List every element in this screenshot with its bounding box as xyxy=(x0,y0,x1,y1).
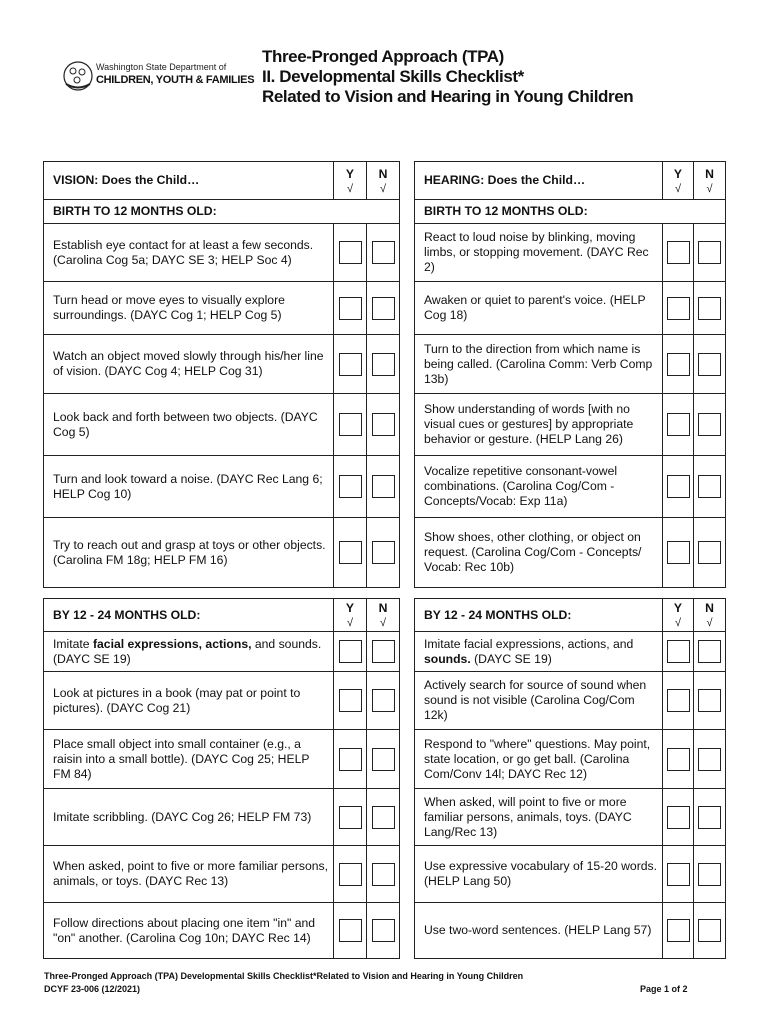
vision-item: Turn and look toward a noise. (DAYC Rec Lang 6; HELP Cog 10) xyxy=(44,456,334,518)
hearing-yes-checkbox[interactable] xyxy=(663,282,694,335)
hearing-yes-checkbox[interactable] xyxy=(663,730,694,789)
document-title xyxy=(262,47,633,107)
hearing-yes-checkbox[interactable] xyxy=(663,672,694,730)
vision-no-checkbox[interactable] xyxy=(367,632,400,672)
vision-section-birth-12: BIRTH TO 12 MONTHS OLD: xyxy=(44,200,400,224)
hearing-no-checkbox[interactable] xyxy=(694,456,726,518)
vision-item: Imitate scribbling. (DAYC Cog 26; HELP FM 73) xyxy=(44,789,334,846)
hearing-item: When asked, will point to five or more familiar persons, animals, toys. (DAYC Lang/Rec 13) xyxy=(415,789,663,846)
hearing-yes-header: Y √ xyxy=(663,599,694,632)
logo-line2: CHILDREN, YOUTH & FAMILIES xyxy=(96,74,255,86)
title-line-1: Three-Pronged Approach (TPA) xyxy=(262,47,504,66)
hearing-no-checkbox[interactable] xyxy=(694,518,726,588)
hearing-item: Turn to the direction from which name is being called. (Carolina Comm: Verb Comp 13b) xyxy=(415,335,663,394)
vision-section-12-24: BY 12 - 24 MONTHS OLD: xyxy=(44,599,334,632)
footer xyxy=(44,970,523,996)
hearing-yes-checkbox[interactable] xyxy=(663,335,694,394)
hearing-yes-checkbox[interactable] xyxy=(663,224,694,282)
vision-no-checkbox[interactable] xyxy=(367,672,400,730)
checklist-table-12-24 xyxy=(43,598,726,959)
hearing-no-checkbox[interactable] xyxy=(694,282,726,335)
vision-yes-checkbox[interactable] xyxy=(334,518,367,588)
hearing-no-header: N √ xyxy=(694,162,726,200)
vision-no-checkbox[interactable] xyxy=(367,282,400,335)
vision-yes-checkbox[interactable] xyxy=(334,903,367,959)
hearing-no-checkbox[interactable] xyxy=(694,224,726,282)
footer-form-number: DCYF 23-006 (12/2021) xyxy=(44,984,141,994)
vision-item: Look back and forth between two objects. (DAYC Cog 5) xyxy=(44,394,334,456)
vision-heading: VISION: Does the Child… xyxy=(44,162,334,200)
vision-yes-checkbox[interactable] xyxy=(334,846,367,903)
hearing-yes-checkbox[interactable] xyxy=(663,456,694,518)
vision-yes-header: Y √ xyxy=(334,162,367,200)
vision-item: Turn head or move eyes to visually explore surroundings. (DAYC Cog 1; HELP Cog 5) xyxy=(44,282,334,335)
vision-yes-checkbox[interactable] xyxy=(334,282,367,335)
hearing-no-checkbox[interactable] xyxy=(694,632,726,672)
hearing-no-checkbox[interactable] xyxy=(694,846,726,903)
hearing-no-checkbox[interactable] xyxy=(694,672,726,730)
hearing-section-birth-12: BIRTH TO 12 MONTHS OLD: xyxy=(415,200,726,224)
hearing-item: React to loud noise by blinking, moving limbs, or stopping movement. (DAYC Rec 2) xyxy=(415,224,663,282)
hearing-section-12-24: BY 12 - 24 MONTHS OLD: xyxy=(415,599,663,632)
vision-yes-checkbox[interactable] xyxy=(334,394,367,456)
vision-item: Place small object into small container (e.g., a raisin into a small bottle). (DAYC Cog 25; HELP FM 84) xyxy=(44,730,334,789)
hearing-no-checkbox[interactable] xyxy=(694,394,726,456)
hearing-item: Show shoes, other clothing, or object on request. (Carolina Cog/Com - Concepts/ Vocab: Rec 10b) xyxy=(415,518,663,588)
hearing-item: Respond to "where" questions. May point, state location, or go get ball. (Carolina Com/Conv 14l; DAYC Rec 12) xyxy=(415,730,663,789)
vision-yes-header: Y √ xyxy=(334,599,367,632)
vision-no-checkbox[interactable] xyxy=(367,335,400,394)
vision-no-checkbox[interactable] xyxy=(367,456,400,518)
vision-item: Watch an object moved slowly through his/her line of vision. (DAYC Cog 4; HELP Cog 31) xyxy=(44,335,334,394)
hearing-yes-header: Y √ xyxy=(663,162,694,200)
logo-line1: Washington State Department of xyxy=(96,62,227,72)
hearing-heading: HEARING: Does the Child… xyxy=(415,162,663,200)
vision-item: Look at pictures in a book (may pat or point to pictures). (DAYC Cog 21) xyxy=(44,672,334,730)
hearing-item: Imitate facial expressions, actions, and sounds. (DAYC SE 19) xyxy=(415,632,663,672)
hearing-item: Awaken or quiet to parent's voice. (HELP Cog 18) xyxy=(415,282,663,335)
hearing-item: Use expressive vocabulary of 15-20 words. (HELP Lang 50) xyxy=(415,846,663,903)
checklist-table-birth-12 xyxy=(43,161,726,588)
vision-yes-checkbox[interactable] xyxy=(334,789,367,846)
hearing-no-checkbox[interactable] xyxy=(694,789,726,846)
vision-yes-checkbox[interactable] xyxy=(334,632,367,672)
hearing-yes-checkbox[interactable] xyxy=(663,846,694,903)
hearing-yes-checkbox[interactable] xyxy=(663,394,694,456)
page-number: Page 1 of 2 xyxy=(640,984,688,994)
hearing-no-checkbox[interactable] xyxy=(694,730,726,789)
vision-no-header: N √ xyxy=(367,599,400,632)
title-line-3: Related to Vision and Hearing in Young Children xyxy=(262,87,634,106)
vision-no-checkbox[interactable] xyxy=(367,903,400,959)
dcyf-logo xyxy=(62,58,255,94)
hearing-no-checkbox[interactable] xyxy=(694,903,726,959)
hearing-yes-checkbox[interactable] xyxy=(663,518,694,588)
vision-yes-checkbox[interactable] xyxy=(334,456,367,518)
vision-item: Establish eye contact for at least a few seconds. (Carolina Cog 5a; DAYC SE 3; HELP Soc 4) xyxy=(44,224,334,282)
vision-no-checkbox[interactable] xyxy=(367,789,400,846)
hearing-no-checkbox[interactable] xyxy=(694,335,726,394)
hearing-yes-checkbox[interactable] xyxy=(663,632,694,672)
vision-yes-checkbox[interactable] xyxy=(334,672,367,730)
hearing-yes-checkbox[interactable] xyxy=(663,789,694,846)
vision-yes-checkbox[interactable] xyxy=(334,335,367,394)
hearing-no-header: N √ xyxy=(694,599,726,632)
title-line-2: II. Developmental Skills Checklist* xyxy=(262,67,524,86)
logo-seal-icon xyxy=(62,60,94,92)
vision-item: Imitate facial expressions, actions, and sounds. (DAYC SE 19) xyxy=(44,632,334,672)
hearing-item: Show understanding of words [with no visual cues or gestures] by appropriate behavior or gesture. (HELP Lang 26) xyxy=(415,394,663,456)
vision-item: When asked, point to five or more familiar persons, animals, or toys. (DAYC Rec 13) xyxy=(44,846,334,903)
vision-yes-checkbox[interactable] xyxy=(334,224,367,282)
vision-no-header: N √ xyxy=(367,162,400,200)
hearing-item: Actively search for source of sound when sound is not visible (Carolina Cog/Com 12k) xyxy=(415,672,663,730)
hearing-yes-checkbox[interactable] xyxy=(663,903,694,959)
vision-yes-checkbox[interactable] xyxy=(334,730,367,789)
vision-no-checkbox[interactable] xyxy=(367,394,400,456)
vision-no-checkbox[interactable] xyxy=(367,518,400,588)
vision-item: Try to reach out and grasp at toys or other objects. (Carolina FM 18g; HELP FM 16) xyxy=(44,518,334,588)
column-gap xyxy=(400,162,415,588)
footer-title: Three-Pronged Approach (TPA) Developmental Skills Checklist*Related to Vision and Hearing in Young Children xyxy=(44,971,524,981)
vision-no-checkbox[interactable] xyxy=(367,846,400,903)
hearing-item: Use two-word sentences. (HELP Lang 57) xyxy=(415,903,663,959)
vision-no-checkbox[interactable] xyxy=(367,224,400,282)
vision-no-checkbox[interactable] xyxy=(367,730,400,789)
hearing-item: Vocalize repetitive consonant-vowel combinations. (Carolina Cog/Com - Concepts/Vocab: Exp 11a) xyxy=(415,456,663,518)
vision-item: Follow directions about placing one item "in" and "on" another. (Carolina Cog 10n; DAYC Rec 14) xyxy=(44,903,334,959)
column-gap xyxy=(400,599,415,959)
